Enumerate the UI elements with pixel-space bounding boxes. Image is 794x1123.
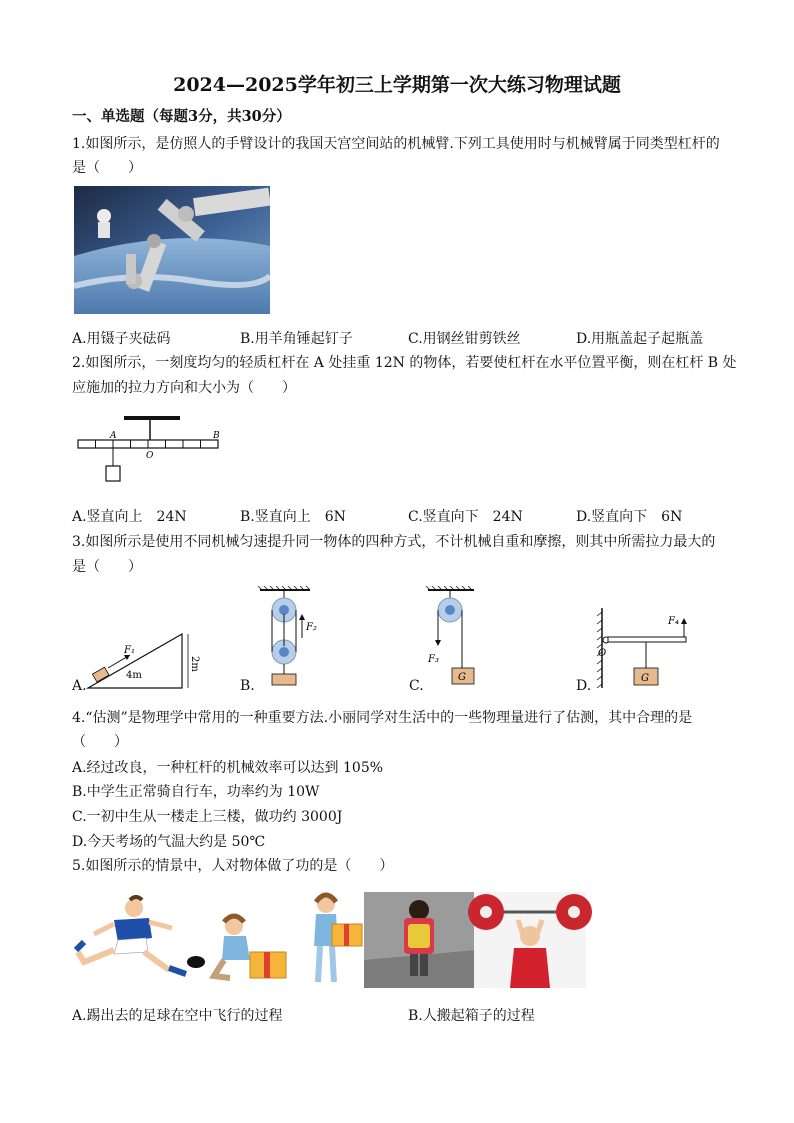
incline-figure [86,630,206,692]
label-f1: F₁ [124,645,135,656]
q5-scenes-figure [74,890,594,990]
label-incline-height: 2m [189,656,200,672]
fixed-pulley-figure [424,586,494,690]
q3-stem-line1: 3.如图所示是使用不同机械匀速提升同一物体的四种方式，不计机械自重和摩擦，则其中所需拉力最大的 [72,534,716,550]
label-f3: F₃ [428,654,439,665]
incline-block [92,667,109,682]
hanging-weight [106,466,120,481]
q1-stem-line2: 是（ ） [72,160,142,176]
q2-stem-line2: 应施加的拉力方向和大小为（ ） [72,380,296,396]
lever-support [124,416,180,420]
q3-fig-d-label: D. [576,678,592,694]
q2-option-c: C.竖直向下 24N [408,509,523,525]
girl-lifting-box-illustration [214,916,286,978]
soccer-player-illustration [76,897,205,974]
q3-fig-a-label: A. [72,678,87,694]
q3-fig-c-label: C. [409,678,424,694]
lever-arm [608,637,686,642]
q2-option-a: A.竖直向上 24N [72,509,187,525]
q1-option-a: A.用镊子夹砝码 [72,331,171,347]
q4-option-d: D.今天考场的气温大约是 50℃ [72,834,266,850]
q4-stem-line2: （ ） [72,734,128,750]
q2-stem-line1: 2.如图所示，一刻度均匀的轻质杠杆在 A 处挂重 12N 的物体，若要使杠杆在水平位置平衡，则在杠杆 B 处 [72,355,737,371]
label-f4: F₄ [668,616,679,627]
q1-stem-line1: 1.如图所示，是仿照人的手臂设计的我国天宫空间站的机械臂.下列工具使用时与机械臂属于同类型杠杆的 [72,136,720,152]
q3-fig-b-label: B. [240,678,255,694]
pulley-block-figure [252,586,332,690]
pulley-load [272,674,296,685]
page-title: 2024—2025学年初三上学期第一次大练习物理试题 [173,74,621,96]
child-with-backpack-photo [364,892,476,988]
q3-stem-line2: 是（ ） [72,559,142,575]
q5-option-a: A.踢出去的足球在空中飞行的过程 [72,1008,283,1024]
q5-option-b: B.人搬起箱子的过程 [408,1008,535,1024]
q1-option-b: B.用羊角锤起钉子 [240,331,353,347]
q2-option-b: B.竖直向上 6N [240,509,346,525]
label-g-c: G [458,672,466,683]
q5-stem-line1: 5.如图所示的情景中，人对物体做了功的是（ ） [72,858,394,874]
q4-option-c: C.一初中生从一楼走上三楼，做功约 3000J [72,809,343,825]
girl-holding-box-illustration [314,895,362,982]
q4-option-b: B.中学生正常骑自行车，功率约为 10W [72,784,320,800]
label-incline-length: 4m [126,670,142,681]
label-a: A [110,431,117,441]
q1-option-d: D.用瓶盖起子起瓶盖 [576,331,704,347]
section-heading: 一、单选题（每题3分，共30分） [72,108,291,125]
space-robot-arm-photo [74,186,270,314]
wall-lever-figure [590,606,700,690]
weightlifter-photo [468,892,592,988]
q4-stem-line1: 4.“估测”是物理学中常用的一种重要方法.小丽同学对生活中的一些物理量进行了估测，其中合理的是 [72,710,693,726]
label-o: O [146,451,154,461]
q4-option-a: A.经过改良，一种杠杆的机械效率可以达到 105% [72,760,384,776]
q2-option-d: D.竖直向下 6N [576,509,683,525]
q1-option-c: C.用钢丝钳剪铁丝 [408,331,521,347]
lever-figure [72,410,232,486]
label-b: B [213,431,220,441]
label-g-d: G [641,673,649,684]
label-o-d: O [598,648,607,659]
label-f2: F₂ [306,622,317,633]
